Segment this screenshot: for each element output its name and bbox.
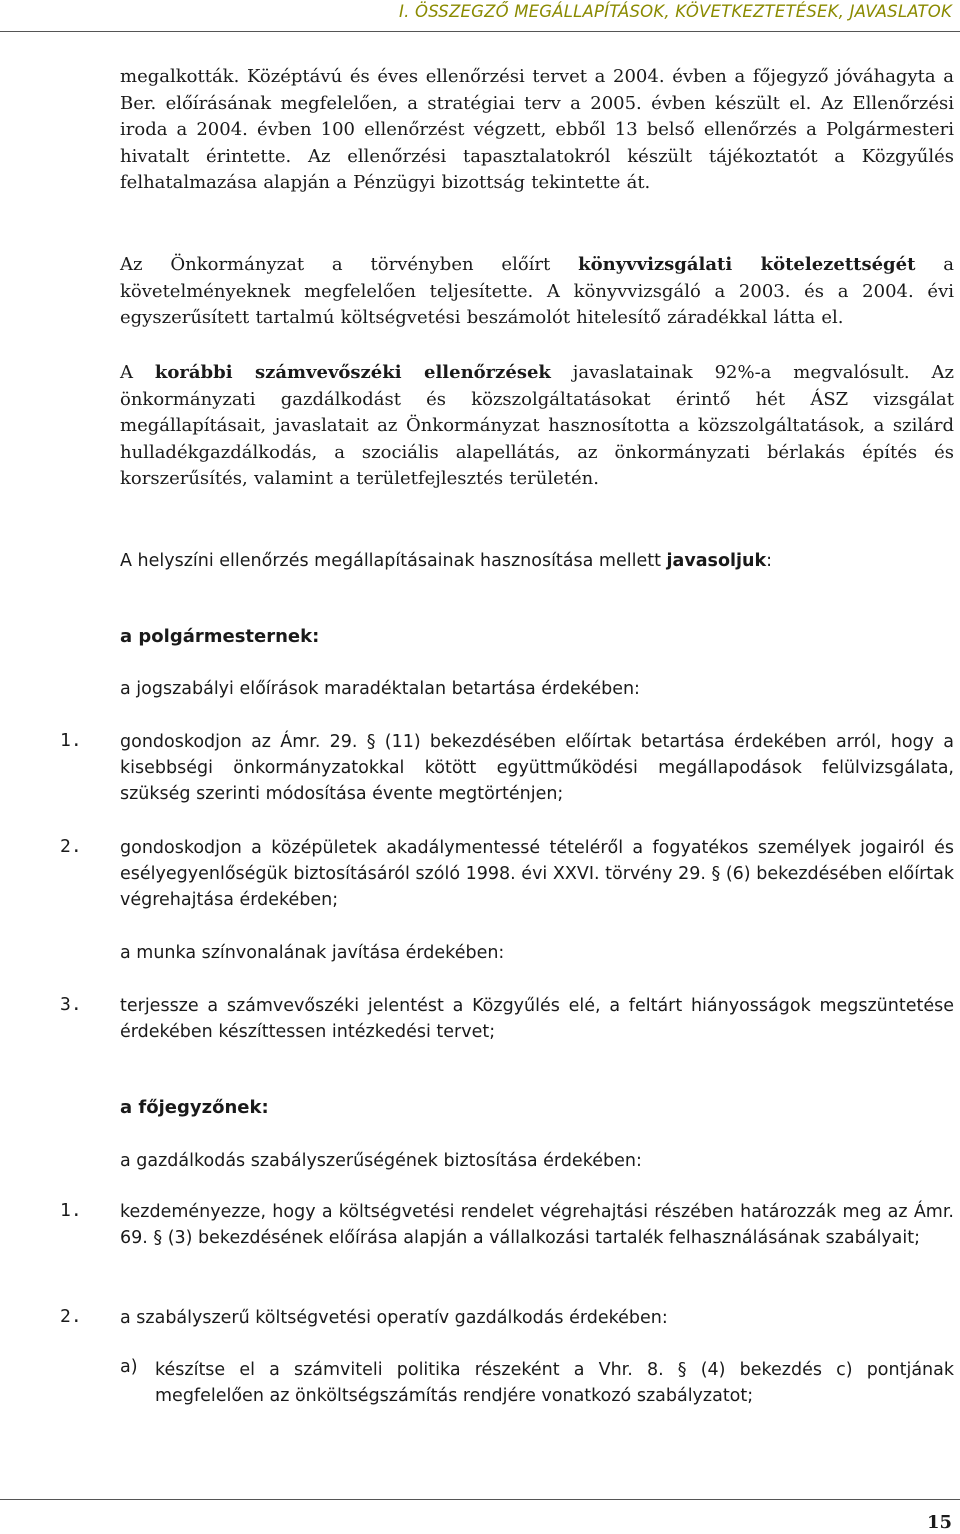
list-item-number: 1. bbox=[60, 1200, 82, 1221]
subitem-text: készítse el a számviteli politika részeként a Vhr. 8. § (4) bekezdés c) pontjának megfelelően az önköltségszámítás rendjére vonatkozó szabályzatot; bbox=[155, 1360, 954, 1406]
paragraph-recommendation bbox=[120, 548, 954, 574]
notary-intro: a gazdálkodás szabályszerűségének biztosítása érdekében: bbox=[120, 1151, 642, 1171]
list-item-text: gondoskodjon a középületek akadálymentessé tételéről a fogyatékos személyek jogairól és esélyegyenlőségük biztosításáról szóló 1998. évi XXVI. törvény 29. § (6) bekezdésében előírtak végrehajtása érdekében; bbox=[120, 838, 954, 910]
list-item-number: 2. bbox=[60, 836, 82, 857]
list-item-number: 3. bbox=[60, 994, 82, 1015]
notary-heading: a főjegyzőnek: bbox=[120, 1097, 269, 1118]
footer-divider bbox=[0, 1499, 960, 1500]
header-divider bbox=[0, 31, 960, 32]
list-item-text: gondoskodjon az Ámr. 29. § (11) bekezdésében előírtak betartása érdekében arról, hogy a kisebbségi önkormányzatokkal kötött együttműködési megállapodások felülvizsgálata, szükség szerinti módosítása évente megtörténjen; bbox=[120, 732, 954, 804]
recommendation-emphasis: javasoljuk bbox=[666, 551, 767, 571]
page-number: 15 bbox=[926, 1512, 952, 1533]
mayor-intro-secondary: a munka színvonalának javítása érdekében: bbox=[120, 943, 505, 963]
recommendation-text-end: : bbox=[766, 551, 772, 571]
list-item-number: 2. bbox=[60, 1306, 82, 1327]
mayor-intro: a jogszabályi előírások maradéktalan betartása érdekében: bbox=[120, 679, 640, 699]
paragraph-auditor-emphasis: könyvvizsgálati kötelezettségét bbox=[578, 254, 916, 275]
list-item-text: kezdeményezze, hogy a költségvetési rendelet végrehajtási részében határozzák meg az Ámr. 69. § (3) bekezdésének előírása alapján a vállalkozási tartalék felhasználásának szabályait; bbox=[120, 1202, 954, 1248]
paragraph-previous-audits bbox=[120, 360, 954, 493]
paragraph-internal-audit: megalkották. Középtávú és éves ellenőrzési tervet a 2004. évben a főjegyző jóváhagyta a Ber. előírásának megfelelően, a stratégiai terv a 2005. évben készült el. Az Ellenőrzési iroda a 2004. évben 100 ellenőrzést végzett, ebből 13 belső ellenőrzés a Polgármesteri hivatalt érintette. Az ellenőrzési tapasztalatokról készült tájékoztatót a Közgyűlés felhatalmazása alapján a Pénzügyi bizottság tekintette át. bbox=[120, 66, 954, 193]
list-item-number: 1. bbox=[60, 730, 82, 751]
chapter-title: I. ÖSSZEGZŐ MEGÁLLAPÍTÁSOK, KÖVETKEZTETÉSEK, JAVASLATOK bbox=[399, 2, 952, 21]
running-header bbox=[0, 0, 960, 34]
subitem-label: a) bbox=[120, 1357, 138, 1377]
mayor-heading: a polgármesternek: bbox=[120, 626, 320, 647]
paragraph-previous-audits-emphasis: korábbi számvevőszéki ellenőrzések bbox=[154, 362, 551, 383]
paragraph-auditor-text-start: Az Önkormányzat a törvényben előírt bbox=[120, 254, 579, 275]
paragraph-previous-audits-text-start: A bbox=[120, 362, 155, 383]
paragraph-auditor-text-end: a követelményeknek megfelelően teljesítette. A könyvvizsgáló a 2003. és a 2004. évi egyszerűsített tartalmú költségvetési beszámolót hitelesítő záradékkal látta el. bbox=[120, 254, 954, 328]
paragraph-auditor bbox=[120, 252, 954, 332]
paragraph-previous-audits-text-end: javaslatainak 92%-a megvalósult. Az önkormányzati gazdálkodást és közszolgáltatásokat érintő hét ÁSZ vizsgálat megállapításait, javaslatait az Önkormányzat hasznosította a közszolgáltatások, a szilárd hulladékgazdálkodás, a szociális alapellátás, az önkormányzati bérlakás építés és korszerűsítés, valamint a területfejlesztés területén. bbox=[120, 362, 954, 489]
list-item-text: terjessze a számvevőszéki jelentést a Közgyűlés elé, a feltárt hiányosságok megszüntetése érdekében készíttessen intézkedési tervet; bbox=[120, 996, 954, 1042]
list-item-text: a szabályszerű költségvetési operatív gazdálkodás érdekében: bbox=[120, 1308, 668, 1328]
recommendation-text-start: A helyszíni ellenőrzés megállapításainak hasznosítása mellett bbox=[120, 551, 667, 571]
